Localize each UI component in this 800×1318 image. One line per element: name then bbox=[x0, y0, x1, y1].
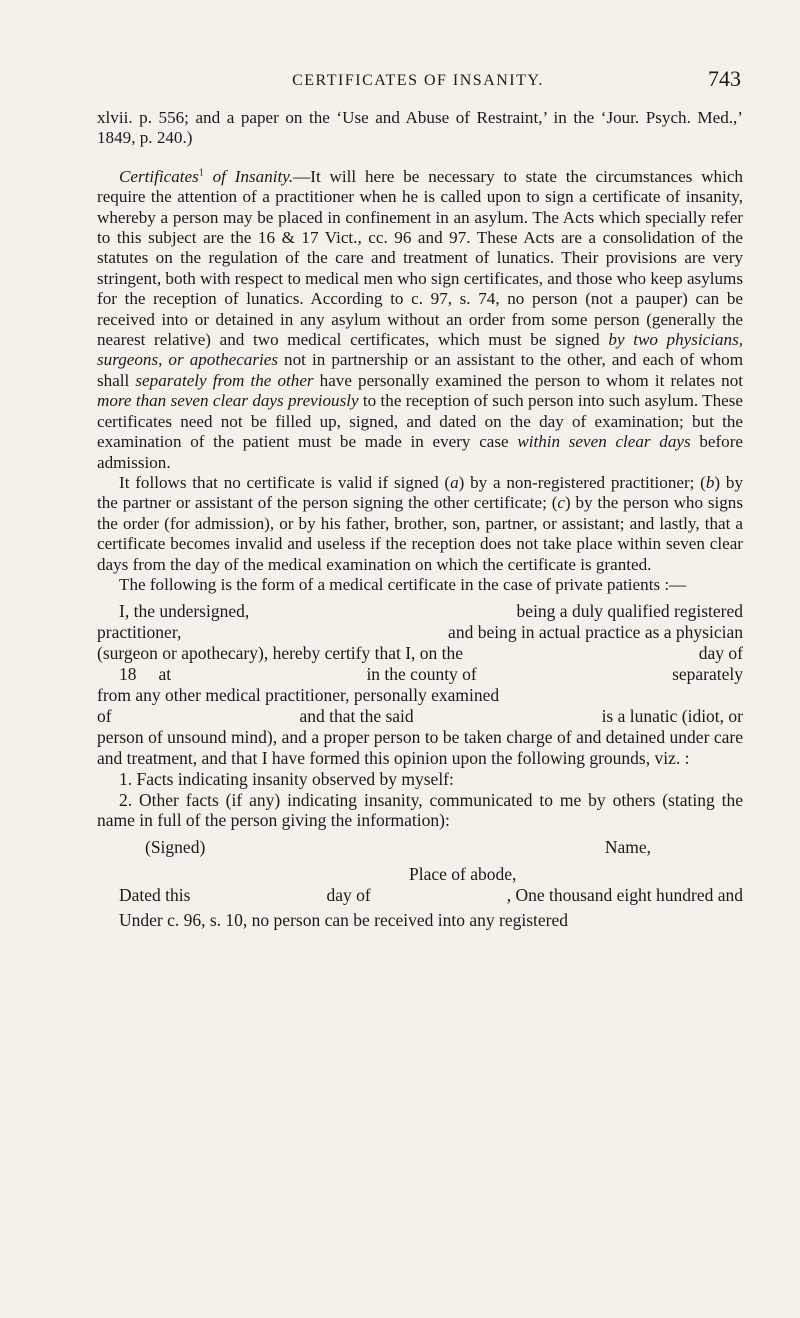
place-of-abode: Place of abode, bbox=[409, 864, 517, 885]
form-item-2: 2. Other facts (if any) indicating insanity, communicated to me by others (stating the name in full of the person giving the information): bbox=[97, 789, 743, 831]
signature-line bbox=[97, 837, 743, 858]
section-heading-rest: of Insanity. bbox=[203, 166, 294, 186]
form-text: and that the said bbox=[299, 705, 414, 726]
list-letter: b bbox=[705, 472, 715, 492]
form-text: is a lunatic (idiot, or bbox=[601, 705, 743, 726]
form-text: (surgeon or apothecary), hereby certify that I, on the bbox=[97, 643, 464, 664]
form-text: , One thousand eight hundred and bbox=[506, 885, 743, 906]
footnote-mark: 1 bbox=[198, 167, 204, 179]
page-header bbox=[95, 62, 741, 98]
list-letter: a bbox=[450, 472, 459, 492]
form-line: from any other medical practitioner, personally examined bbox=[97, 684, 500, 705]
dated-line bbox=[97, 885, 743, 906]
text: It follows that no certificate is valid if signed ( bbox=[119, 472, 451, 492]
text: ) by the person who signs the order (for admission), or by his father, brother, son, partner, or assistant; and lastly, that a certificate becomes invalid and useless if the reception does not take place within seven clear days from the day of the medical examination on which the certificate is granted. bbox=[97, 493, 743, 574]
text: have personally examined the person to whom it relates not bbox=[313, 370, 743, 390]
emphasis: more than seven clear days previously bbox=[97, 391, 359, 411]
form-paragraph: person of unsound mind), and a proper person to be taken charge of and detained under care and treatment, and that I have formed this opinion upon the following grounds, viz. : bbox=[97, 726, 743, 768]
form-line bbox=[97, 664, 743, 685]
emphasis: separately from the other bbox=[135, 370, 314, 390]
form-item-1: 1. Facts indicating insanity observed by myself: bbox=[119, 768, 454, 789]
page-number: 743 bbox=[708, 66, 741, 91]
form-text: practitioner, bbox=[97, 622, 182, 643]
emphasis: by two physicians, surgeons, or apothecaries bbox=[97, 330, 743, 370]
page-body bbox=[97, 108, 743, 931]
text: to the reception of such person into such asylum. These certificates need not be filled up, signed, and dated on the day of examination; but the examination of the patient must be made in every case bbox=[97, 391, 743, 452]
form-text: separately bbox=[672, 664, 743, 685]
paragraph-certificates bbox=[97, 167, 743, 473]
form-line bbox=[97, 643, 743, 664]
running-head: CERTIFICATES OF INSANITY. bbox=[292, 72, 544, 89]
form-line bbox=[97, 706, 743, 727]
text: ) by a non-registered practitioner; ( bbox=[458, 472, 706, 492]
list-letter: c bbox=[557, 493, 565, 513]
form-text: Dated this bbox=[119, 885, 191, 906]
emphasis: within seven clear days bbox=[517, 432, 691, 452]
certificate-form bbox=[97, 601, 743, 931]
form-text: at bbox=[158, 664, 172, 685]
continued-reference: xlvii. p. 556; and a paper on the ‘Use and Abuse of Restraint,’ in the ‘Jour. Psych. Med.,’ 1849, p. 240.) bbox=[97, 108, 743, 148]
form-text: in the county of bbox=[366, 664, 477, 685]
heading-dash: — bbox=[293, 166, 311, 186]
paragraph-validity bbox=[97, 473, 743, 575]
form-line bbox=[97, 601, 743, 622]
form-text: and being in actual practice as a physician bbox=[448, 622, 743, 643]
form-text: being a duly qualified registered bbox=[516, 601, 743, 622]
form-text: day of bbox=[326, 885, 371, 906]
text: It will here be necessary to state the circumstances which require the attention of a practitioner when he is called upon to sign a certificate of insanity, whereby a person may be placed in confinement in an asylum. The Acts which specially refer to this subject are the 16 & 17 Vict., cc. 96 and 97. These Acts are a consolidation of the statutes on the regulation of the care and treatment of lunatics. Their provisions are very stringent, both with respect to medical men who sign certificates, and those who keep asylums for the reception of lunatics. According to c. 97, s. 74, no person (not a pauper) can be received into or detained in any asylum without an order from some person (generally the nearest relative) and two medical certificates, which must be signed bbox=[97, 166, 743, 350]
name-label: Name, bbox=[604, 837, 651, 858]
paragraph-form-intro: The following is the form of a medical certificate in the case of private patients :— bbox=[119, 574, 687, 594]
form-text: I, the undersigned, bbox=[119, 601, 250, 622]
form-line bbox=[97, 622, 743, 643]
form-text: day of bbox=[698, 643, 743, 664]
signed-label: (Signed) bbox=[145, 837, 206, 858]
closing-line: Under c. 96, s. 10, no person can be received into any registered bbox=[119, 910, 569, 931]
text: before admission. bbox=[97, 432, 743, 472]
section-heading: Certificates bbox=[119, 166, 199, 186]
text: not in partnership or an assistant to the other, and each of whom shall bbox=[97, 350, 743, 390]
form-text: 18 bbox=[119, 664, 137, 685]
text: ) by the partner or assistant of the person signing the other certificate; ( bbox=[97, 472, 743, 513]
form-text: of bbox=[97, 705, 112, 726]
